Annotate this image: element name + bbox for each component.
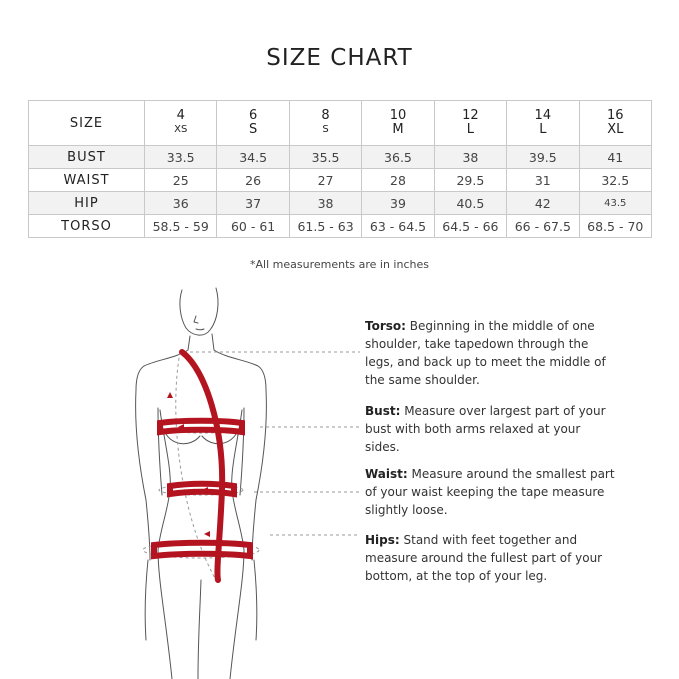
bust-text: Measure over largest part of your bust with both arms relaxed at your sides. <box>365 404 606 454</box>
table-cell: 41 <box>579 146 651 169</box>
right-arm-outer <box>252 390 266 560</box>
size-letter: XS <box>174 124 188 135</box>
table-row-waist <box>29 169 652 192</box>
mouth <box>196 329 204 330</box>
arrow-left-icon <box>204 531 210 537</box>
table-header-row <box>29 101 652 146</box>
size-letter: S <box>322 124 329 135</box>
bust-tape <box>160 421 242 432</box>
size-number: 10 <box>389 108 407 123</box>
nose <box>194 316 198 323</box>
table-cell: 32.5 <box>579 169 651 192</box>
table-cell: 66 - 67.5 <box>507 215 579 238</box>
torso-text: Beginning in the middle of one shoulder, take tapedown through the legs, and back up to meet the middle of the same shoulder. <box>365 319 606 387</box>
table-cell: 29.5 <box>434 169 506 192</box>
table-cell: 25 <box>145 169 217 192</box>
torso-term: Torso: <box>365 319 406 333</box>
row-label: WAIST <box>29 169 145 192</box>
size-col-1 <box>217 101 289 146</box>
bust-term: Bust: <box>365 404 401 418</box>
table-cell: 40.5 <box>434 192 506 215</box>
size-col-5 <box>507 101 579 146</box>
left-shoulder <box>136 336 190 390</box>
row-label: BUST <box>29 146 145 169</box>
measuring-tape <box>154 352 250 580</box>
direction-arrows <box>167 392 210 537</box>
table-cell: 38 <box>434 146 506 169</box>
hips-instruction <box>365 531 615 585</box>
table-cell: 61.5 - 63 <box>289 215 361 238</box>
table-cell: 60 - 61 <box>217 215 289 238</box>
measurement-note: *All measurements are in inches <box>250 258 429 271</box>
table-cell: 27 <box>289 169 361 192</box>
left-arm-outer <box>136 390 150 560</box>
table-cell: 34.5 <box>217 146 289 169</box>
hips-term: Hips: <box>365 533 400 547</box>
size-letter: L <box>539 122 547 137</box>
hips-text: Stand with feet together and measure around the fullest part of your bottom, at the top of your leg. <box>365 533 603 583</box>
size-letter: S <box>249 122 258 137</box>
table-cell: 43.5 <box>579 192 651 215</box>
table-cell: 39 <box>362 192 434 215</box>
row-label: TORSO <box>29 215 145 238</box>
table-cell: 36 <box>145 192 217 215</box>
waist-text: Measure around the smallest part of your waist keeping the tape measure slightly loose. <box>365 467 615 517</box>
table-cell: 28 <box>362 169 434 192</box>
table-cell: 42 <box>507 192 579 215</box>
size-number: 6 <box>248 108 258 123</box>
table-cell: 26 <box>217 169 289 192</box>
right-hand <box>254 560 257 640</box>
table-row-bust <box>29 146 652 169</box>
table-cell: 63 - 64.5 <box>362 215 434 238</box>
waist-term: Waist: <box>365 467 408 481</box>
size-col-6 <box>579 101 651 146</box>
size-letter: M <box>392 122 404 137</box>
table-row-hip <box>29 192 652 215</box>
page-title: SIZE CHART <box>266 45 413 71</box>
size-number: 8 <box>321 108 330 123</box>
size-number: 14 <box>534 108 552 123</box>
inner-leg <box>198 580 201 679</box>
bust-instruction <box>365 402 615 456</box>
size-col-4 <box>434 101 506 146</box>
size-header: SIZE <box>29 101 145 146</box>
torso-instruction <box>365 317 615 389</box>
table-cell: 39.5 <box>507 146 579 169</box>
size-letter: XL <box>607 122 624 137</box>
arrow-up-icon <box>167 392 173 398</box>
table-cell: 58.5 - 59 <box>145 215 217 238</box>
table-cell: 68.5 - 70 <box>579 215 651 238</box>
size-col-0 <box>145 101 217 146</box>
size-col-3 <box>362 101 434 146</box>
waist-instruction <box>365 465 615 519</box>
size-col-2 <box>289 101 361 146</box>
right-shoulder <box>212 334 266 390</box>
body-measurement-illustration <box>120 280 360 679</box>
size-letter: L <box>466 122 475 137</box>
table-cell: 64.5 - 66 <box>434 215 506 238</box>
left-hand <box>145 560 148 640</box>
size-table <box>28 100 652 238</box>
size-number: 16 <box>606 108 624 123</box>
table-cell: 31 <box>507 169 579 192</box>
table-row-torso <box>29 215 652 238</box>
table-cell: 36.5 <box>362 146 434 169</box>
head-outline <box>180 288 218 335</box>
row-label: HIP <box>29 192 145 215</box>
table-cell: 37 <box>217 192 289 215</box>
size-number: 4 <box>176 108 185 123</box>
size-number: 12 <box>462 108 479 123</box>
table-cell: 33.5 <box>145 146 217 169</box>
table-cell: 38 <box>289 192 361 215</box>
table-cell: 35.5 <box>289 146 361 169</box>
